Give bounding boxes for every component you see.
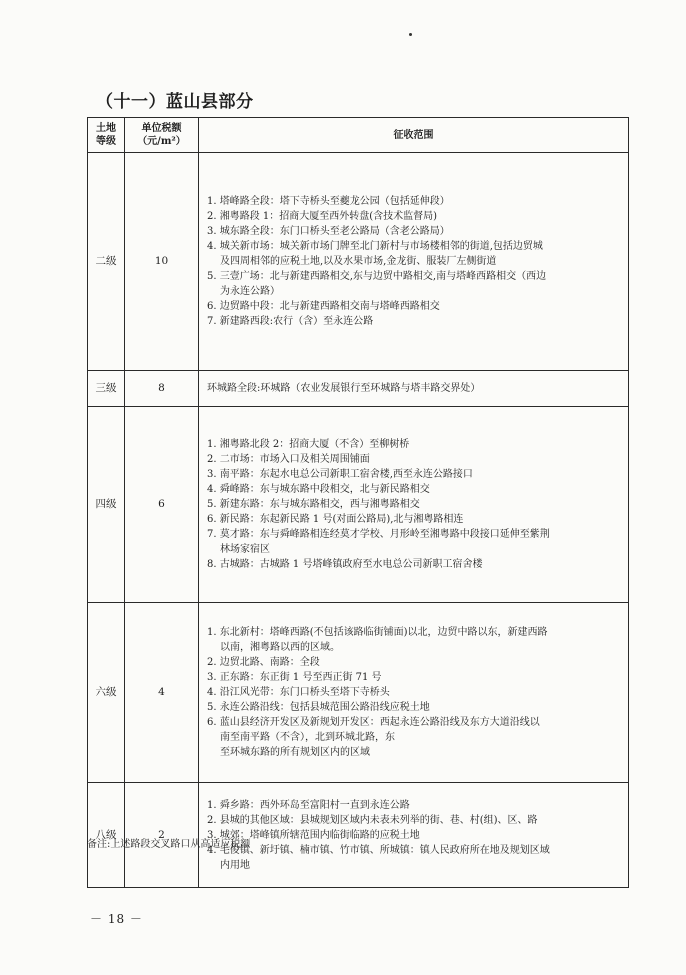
scope-item-line: 以南，湘粤路以西的区域。 — [220, 642, 340, 653]
scope-item-line: 4. 城关新市场：城关新市场门牌至北门新村与市场楼相邻的街道,包括边贸城 — [207, 241, 543, 252]
scope-item — [207, 798, 622, 813]
header-unit-tax: 单位税额 （元/m²） — [125, 118, 199, 153]
scope-item-line: 3. 正东路：东正街 1 号至西正街 71 号 — [207, 672, 382, 683]
scope-item — [207, 527, 622, 557]
scope-item — [207, 467, 622, 482]
scope-item-line: 7. 莫才路：东与舜峰路相连经莫才学校、月形岭至湘粤路中段接口延伸至紫荆 — [207, 529, 550, 540]
grade-cell: 六级 — [88, 603, 125, 783]
scope-cell — [199, 783, 629, 888]
scope-item-line: 3. 城东路全段：东门口桥头至老公路局（含老公路局） — [207, 226, 450, 237]
scope-item-line: 6. 边贸路中段：北与新建西路相交南与塔峰西路相交 — [207, 301, 440, 312]
header-scope: 征收范围 — [199, 118, 629, 153]
scope-item — [207, 670, 622, 685]
page-number: － 18 － — [90, 912, 143, 926]
scope-item-line: 5. 新建东路：东与城东路相交，西与湘粤路相交 — [207, 499, 420, 510]
scope-item-line: 环城路全段:环城路（农业发展银行至环城路与塔丰路交界处） — [207, 383, 481, 394]
scope-item-line: 3. 南平路：东起水电总公司新职工宿舍楼,西至永连公路接口 — [207, 469, 473, 480]
scope-item-line: 4. 毛俊镇、新圩镇、楠市镇、竹市镇、所城镇：镇人民政府所在地及规划区域 — [207, 844, 550, 856]
scope-item-line: 1. 舜乡路：西外环岛至富阳村一直到永连公路 — [207, 799, 410, 811]
scope-item-line: 5. 三壹广场：北与新建西路相交,东与边贸中路相交,南与塔峰西路相交（西边 — [207, 271, 547, 282]
grade-cell: 八级 — [88, 783, 125, 888]
table-row — [88, 407, 629, 603]
scope-item-line: 5. 永连公路沿线：包括县城范围公路沿线应税土地 — [207, 702, 430, 713]
scope-cell — [199, 371, 629, 407]
scope-item — [207, 194, 622, 209]
table-header-row — [88, 118, 629, 153]
scope-item-line: 4. 舜峰路：东与城东路中段相交，北与新民路相交 — [207, 484, 430, 495]
scope-item-line: 4. 沿江风光带：东门口桥头至塔下寺桥头 — [207, 687, 390, 698]
table-row — [88, 603, 629, 783]
scope-item — [207, 239, 622, 269]
section-title: （十一）蓝山县部分 — [96, 92, 254, 112]
table-row — [88, 153, 629, 371]
scope-item-line: 1. 塔峰路全段：塔下寺桥头至夔龙公园（包括延伸段） — [207, 196, 450, 207]
scope-item — [207, 209, 622, 224]
scope-item-line: 南至南平路（不含），北到环城北路，东 — [220, 732, 395, 743]
scope-item-line: 3. 城郊：塔峰镇所辖范围内临街临路的应税土地 — [207, 829, 420, 841]
scope-item-line: 7. 新建路西段:农行（含）至永连公路 — [207, 316, 374, 327]
scope-item-line: 2. 湘粤路段 1：招商大厦至西外转盘(含技术监督局) — [207, 211, 438, 222]
scope-item-line: 6. 新民路：东起新民路 1 号(对面公路局),北与湘粤路相连 — [207, 514, 464, 525]
scope-item — [207, 828, 622, 843]
scope-item — [207, 700, 622, 715]
scope-item — [207, 314, 622, 329]
tax-amount-cell: 6 — [125, 407, 199, 603]
scope-item — [207, 437, 622, 452]
scope-item-line: 内用地 — [220, 859, 250, 871]
table-body — [88, 153, 629, 888]
scope-item — [207, 557, 622, 572]
scan-speck — [409, 33, 412, 36]
tax-amount-cell: 8 — [125, 371, 199, 407]
scope-item — [207, 655, 622, 670]
scope-item — [207, 813, 622, 828]
scope-item-line: 2. 边贸北路、南路：全段 — [207, 657, 320, 668]
scope-item-line: 2. 二市场：市场入口及相关周围铺面 — [207, 454, 370, 465]
scope-item — [207, 625, 622, 655]
scope-item-line: 林场家宿区 — [220, 544, 270, 555]
grade-cell: 四级 — [88, 407, 125, 603]
scope-item — [207, 482, 622, 497]
scope-cell — [199, 407, 629, 603]
scope-item-line: 1. 东北新村：塔峰西路(不包括该路临街铺面)以北，边贸中路以东，新建西路 — [207, 627, 548, 638]
tax-amount-cell: 4 — [125, 603, 199, 783]
scope-item-line: 1. 湘粤路北段 2：招商大厦（不含）至柳树桥 — [207, 439, 410, 450]
scope-item-line: 6. 蓝山县经济开发区及新规划开发区：西起永连公路沿线及东方大道沿线以 — [207, 717, 540, 728]
scope-cell — [199, 153, 629, 371]
scope-item — [207, 269, 622, 299]
tax-amount-cell: 10 — [125, 153, 199, 371]
scope-item — [207, 299, 622, 314]
scope-item-line: 为永连公路） — [220, 286, 280, 297]
table-note: 备注:上述路段交叉路口从高适应税额 — [87, 839, 251, 850]
scope-item — [207, 497, 622, 512]
tax-amount-cell: 2 — [125, 783, 199, 888]
scope-item — [207, 452, 622, 467]
scope-item — [207, 512, 622, 527]
scope-item — [207, 685, 622, 700]
scope-item — [207, 224, 622, 239]
grade-cell: 三级 — [88, 371, 125, 407]
grade-cell: 二级 — [88, 153, 125, 371]
header-land-grade: 土地 等级 — [88, 118, 125, 153]
scope-cell — [199, 603, 629, 783]
scope-item-line: 至环城东路的所有规划区内的区域 — [220, 747, 370, 758]
scope-item-line: 2. 县城的其他区域：县城规划区域内未表未列举的街、巷、村(组)、区、路 — [207, 814, 538, 826]
scope-item-line: 及四周相邻的应税土地,以及水果市场,金龙街、服装厂左侧街道 — [220, 256, 497, 267]
scope-item-line: 8. 古城路：古城路 1 号塔峰镇政府至水电总公司新职工宿舍楼 — [207, 559, 483, 570]
scope-item — [207, 381, 622, 396]
scope-item — [207, 715, 622, 760]
tax-rate-table — [87, 117, 629, 888]
table-row — [88, 371, 629, 407]
scope-item — [207, 843, 622, 873]
